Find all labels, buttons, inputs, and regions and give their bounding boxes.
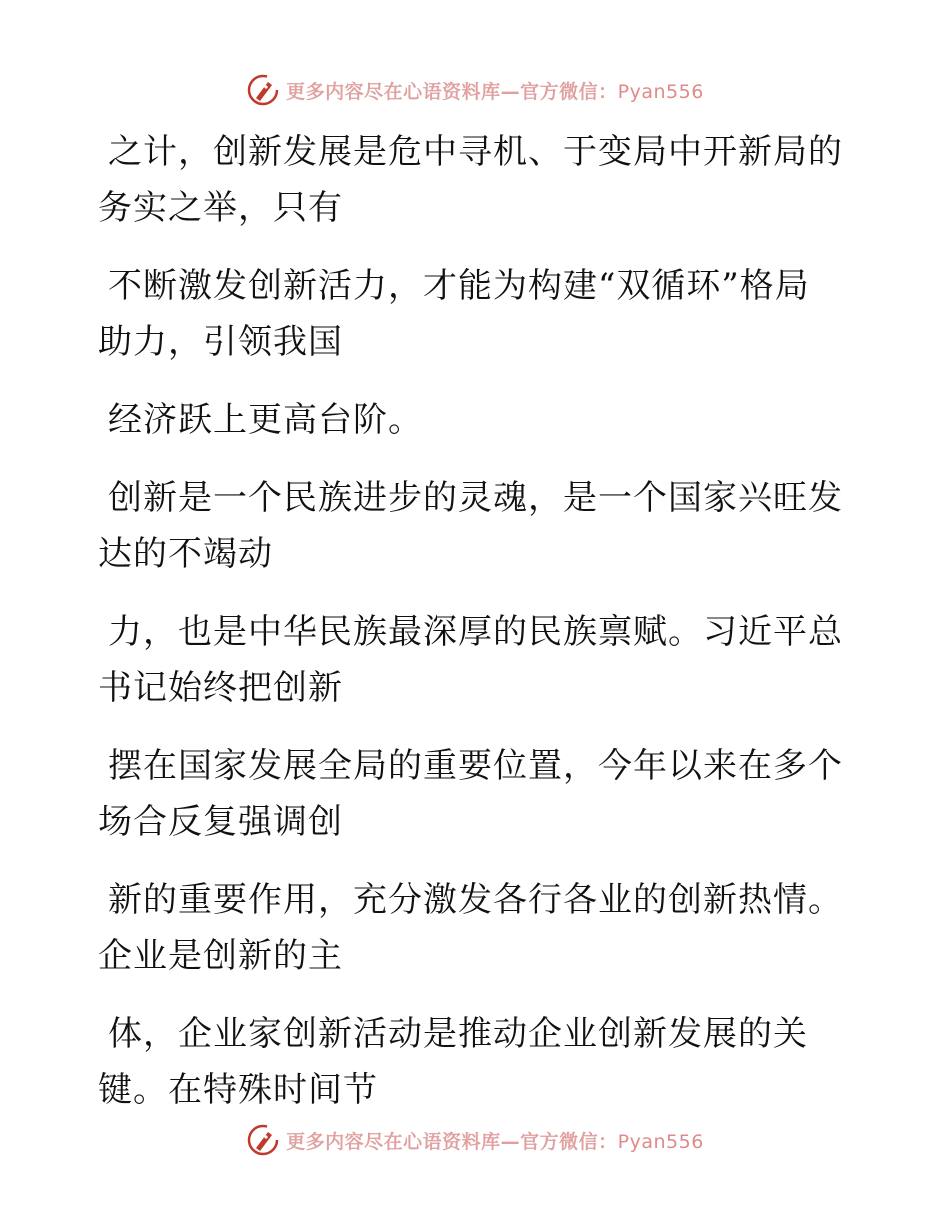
paragraph-line: 键。在特殊时间节 — [98, 1070, 378, 1110]
pen-nib-logo-icon — [246, 73, 280, 107]
watermark-label: 更多内容尽在心语资料库—官方微信： — [286, 80, 618, 103]
watermark-handle: Pyan556 — [617, 80, 704, 103]
paragraph-line: 之计，创新发展是危中寻机、于变局中开新局的 — [108, 132, 843, 172]
paragraph-6 — [98, 738, 843, 850]
footer-watermark — [0, 1120, 950, 1160]
paragraph-line: 达的不竭动 — [98, 534, 273, 574]
paragraph-line: 经济跃上更高台阶。 — [108, 400, 423, 440]
watermark-text — [286, 77, 704, 104]
paragraph-line: 场合反复强调创 — [98, 802, 343, 842]
paragraph-line: 创新是一个民族进步的灵魂，是一个国家兴旺发 — [108, 478, 843, 518]
paragraph-line: 摆在国家发展全局的重要位置，今年以来在多个 — [108, 746, 843, 786]
paragraph-3 — [98, 392, 838, 448]
paragraph-line: 体，企业家创新活动是推动企业创新发展的关 — [108, 1014, 808, 1054]
paragraph-line: 新的重要作用，充分激发各行各业的创新热情。 — [108, 880, 843, 920]
paragraph-2 — [98, 258, 838, 370]
paragraph-line: 务实之举，只有 — [98, 188, 343, 228]
watermark-handle: Pyan556 — [617, 1130, 704, 1153]
paragraph-5 — [98, 604, 843, 716]
paragraph-line: 书记始终把创新 — [98, 668, 343, 708]
paragraph-1 — [98, 124, 843, 236]
header-watermark — [0, 70, 950, 110]
watermark-label: 更多内容尽在心语资料库—官方微信： — [286, 1130, 618, 1153]
watermark-text — [286, 1127, 704, 1154]
paragraph-7 — [98, 872, 843, 984]
paragraph-8 — [98, 1006, 838, 1118]
paragraph-line: 力，也是中华民族最深厚的民族禀赋。习近平总 — [108, 612, 843, 652]
paragraph-line: 企业是创新的主 — [98, 936, 343, 976]
paragraph-line: 助力，引领我国 — [98, 322, 343, 362]
paragraph-line: 不断激发创新活力，才能为构建“双循环”格局 — [108, 266, 810, 306]
document-body — [98, 124, 843, 1140]
paragraph-4 — [98, 470, 843, 582]
pen-nib-logo-icon — [246, 1123, 280, 1157]
